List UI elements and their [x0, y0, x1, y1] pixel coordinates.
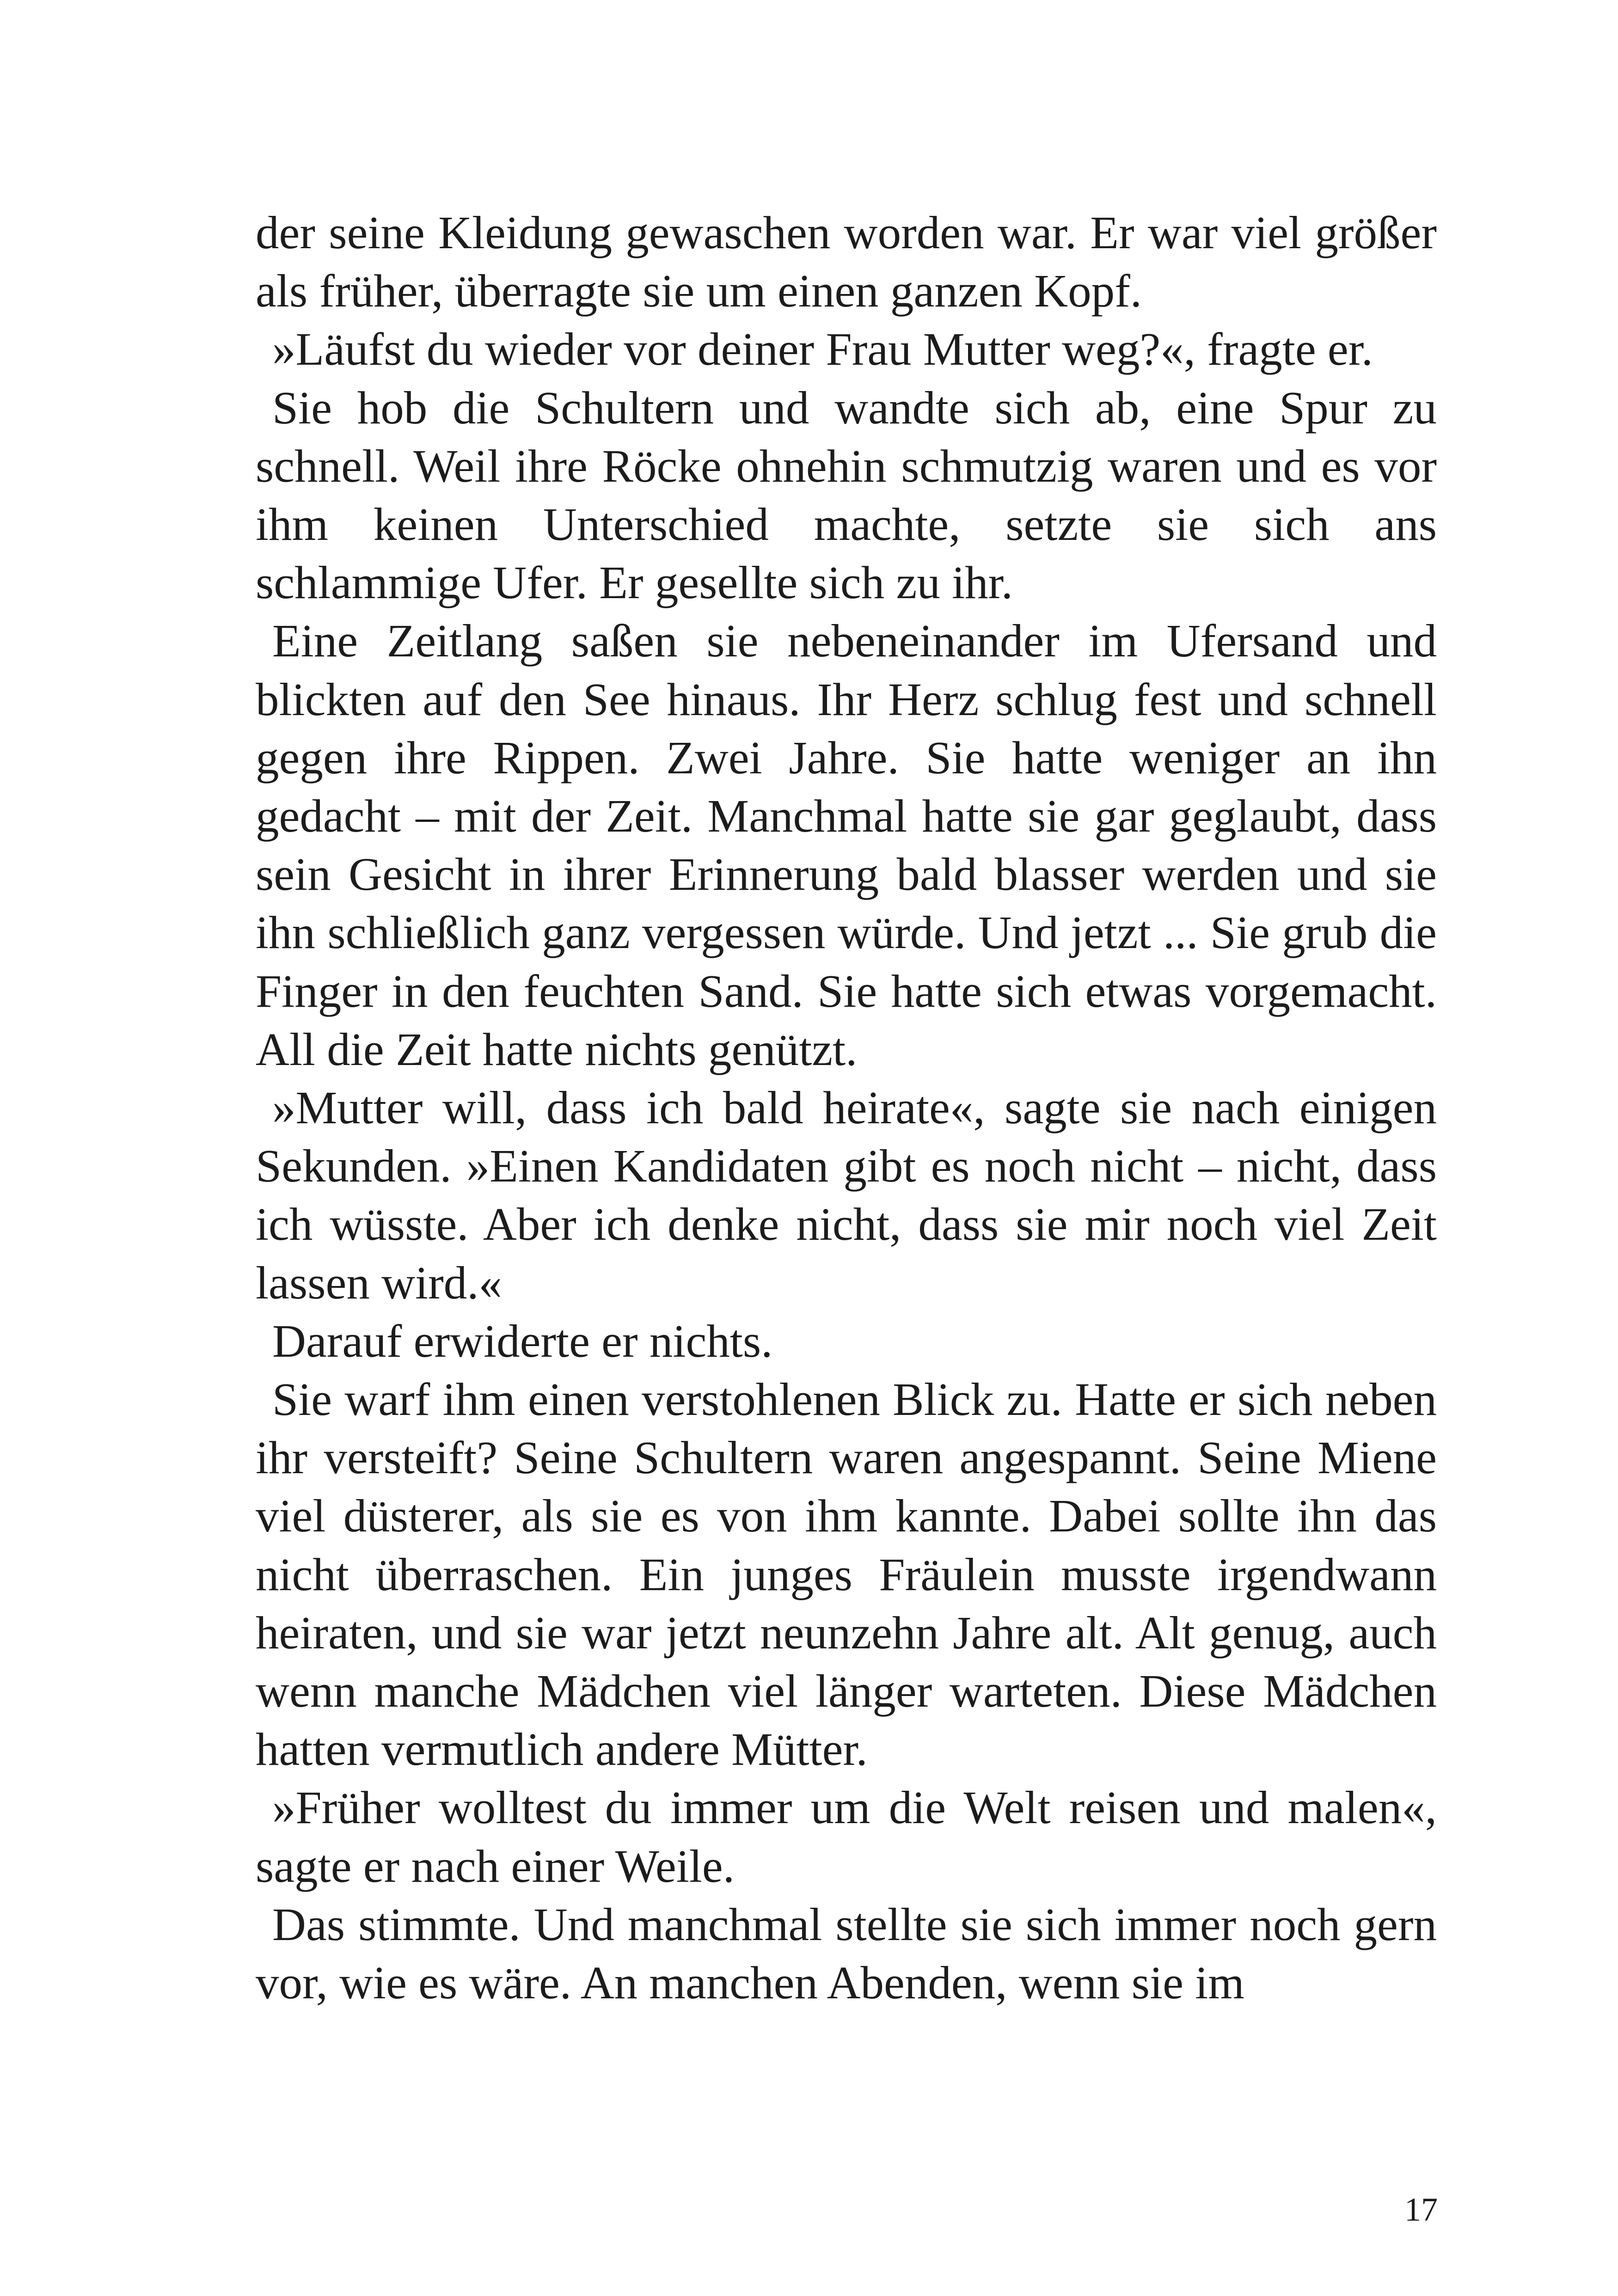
body-text — [256, 203, 1437, 2012]
paragraph: der seine Kleidung gewaschen worden war. Er war viel größer als früher, überragte sie um einen ganzen Kopf. — [256, 207, 1437, 317]
paragraph: Eine Zeitlang saßen sie nebeneinander im Ufersand und blickten auf den See hinaus. Ihr Herz schlug fest und schnell gegen ihre Rippen. Zwei Jahre. Sie hatte weniger an ihn gedacht – mit der Zeit. Manchmal hatte sie gar geglaubt, dass sein Gesicht in ihrer Erinnerung bald blasser werden und sie ihn schließlich ganz vergessen würde. Und jetzt ... Sie grub die Finger in den feuchten Sand. Sie hatte sich etwas vorgemacht. All die Zeit hatte nichts genützt. — [256, 615, 1437, 1075]
paragraph: Darauf erwiderte er nichts. — [272, 1315, 773, 1367]
paragraph: »Mutter will, dass ich bald heirate«, sagte sie nach einigen Sekunden. »Einen Kandidaten gibt es noch nicht – nicht, dass ich wüsste. Aber ich denke nicht, dass sie mir noch viel Zeit lassen wird.« — [256, 1082, 1437, 1309]
paragraph: Sie warf ihm einen verstohlenen Blick zu. Hatte er sich neben ihr versteift? Seine Schultern waren angespannt. Seine Miene viel düsterer, als sie es von ihm kannte. Dabei sollte ihn das nicht überraschen. Ein junges Fräulein musste irgendwann heiraten, und sie war jetzt neunzehn Jahre alt. Alt genug, auch wenn manche Mädchen viel länger warteten. Diese Mädchen hatten vermutlich andere Mütter. — [256, 1373, 1437, 1776]
page-number: 17 — [1404, 2191, 1438, 2228]
paragraph: Sie hob die Schultern und wandte sich ab, eine Spur zu schnell. Weil ihre Röcke ohnehin schmutzig waren und es vor ihm keinen Unterschied machte, setzte sie sich ans schlammige Ufer. Er gesellte sich zu ihr. — [256, 381, 1437, 609]
paragraph: »Früher wolltest du immer um die Welt reisen und malen«, sagte er nach einer Weile. — [256, 1782, 1437, 1892]
paragraph: »Läufst du wieder vor deiner Frau Mutter weg?«, fragte er. — [272, 323, 1373, 375]
paragraph: Das stimmte. Und manchmal stellte sie sich immer noch gern vor, wie es wäre. An manchen Abenden, wenn sie im — [256, 1898, 1437, 2009]
